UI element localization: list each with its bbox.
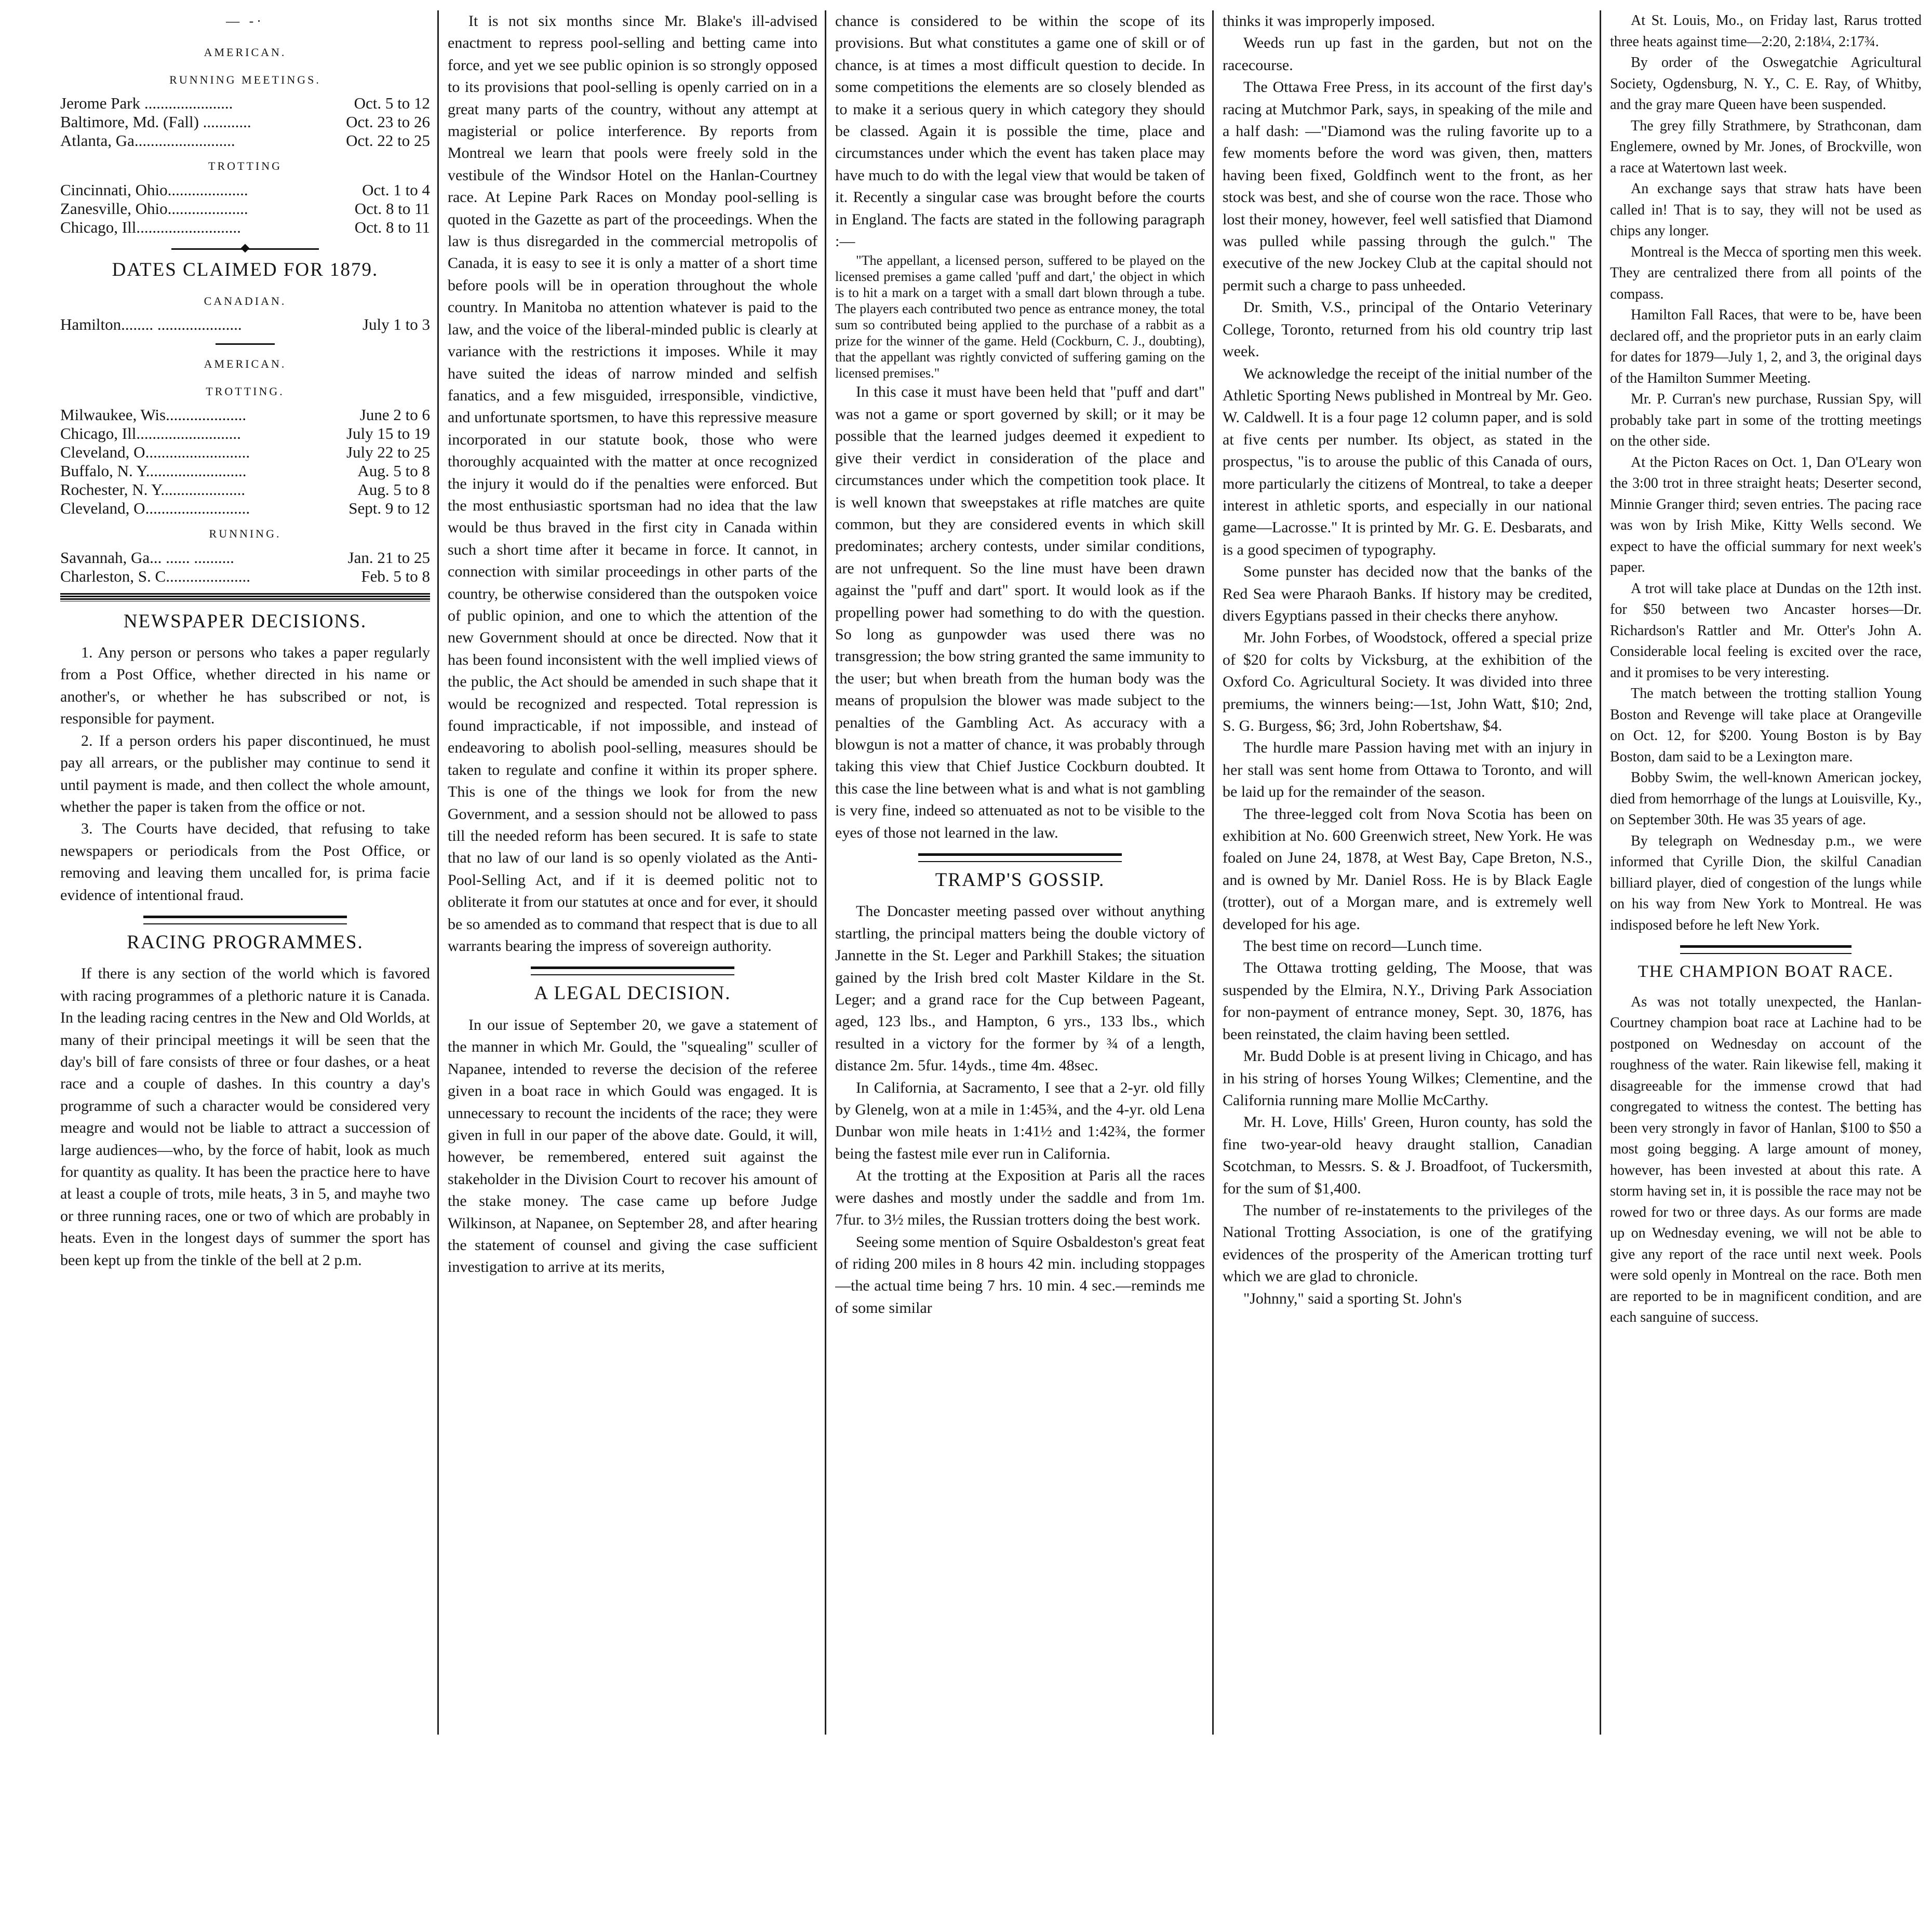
pool-selling-paragraph: It is not six months since Mr. Blake's ill-advised enactment to repress pool-selling and betting came into force, and yet we see public opinion is so strongly opposed to its provisions that pool-selling is openly carried on in a great many parts of the country, without any attempt at magisterial or police interference. By reports from Montreal we learn that pools were freely sold in the vestibule of the Windsor Hotel on the Hanlan-Courtney race. At Lepine Park Races on Monday pool-selling is quoted in the Gazette as part of the proceedings. When the law is thus disregarded in the commercial metropolis of Canada, it is easy to see it is only a matter of a short time before pools will be in operation throughout the whole country. In Manitoba no attention whatever is paid to the law, and the voice of the liberal-minded public is clearly at variance with the restrictions it imposes. While it may have suited the ideas of narrow minded and selfish fanatics, and a few misguided, irresponsible, vindictive, and unfortunate sportsmen, to have this repressive measure incorporated in our statute book, those who were thoroughly acquainted with the matter at once recognized the injury it would do if the penalties were enforced. But the most enthusiastic sportsman had no idea that the law would be thus braved in the first city in Canada within such a short time after it became in force. It cannot, in connection with similar proceedings in other parts of the country, be otherwise considered than the outspoken voice of public opinion, and one to which the attention of the new Government should at once be directed. Now that it has been found inconsistent with the well implied views of the public, the Act should be amended in such shape that it would be recognized and respected. Total repression is found impracticable, if not impossible, and instead of endeavoring to abolish pool-selling, measures should be taken to regulate and confine it within its proper sphere. This is one of the things we look for from the new Government, and a session should not be allowed to pass till the needed reform has been secured. It is safe to state that no law of our land is so openly violated as the Anti-Pool-Selling Act, and if it is deemed politic not to obliterate it from our statutes at once and for ever, it should be so amended as to command that respect that is due to all warrants bearing the impress of sovereign authority. xyxy=(448,12,817,955)
short-divider xyxy=(216,343,275,345)
news-item: Mr. H. Love, Hills' Green, Huron county, has sold the fine two-year-old heavy draught stallion, Canadian Scotchman, to Messrs. S. & J. Broadfoot, of Tuckersmith, for the sum of $1,400. xyxy=(1223,1113,1592,1197)
news-item: We acknowledge the receipt of the initial number of the Athletic Sporting News published in Montreal by Mr. Geo. W. Caldwell. It is a four page 12 column paper, and is sold at five cents per number. Its object, as stated in the prospectus, "is to arouse the public of this Canada of ours, more particularly the citizens of Montreal, to take a deeper interest in athletic sports, and especially in our national game—Lacrosse." It is printed by Mr. G. E. Desbarats, and is a good specimen of typography. xyxy=(1223,365,1592,558)
news-item: The match between the trotting stallion Young Boston and Revenge will take place at Orangeville on Oct. 12, for $200. Young Boston is by Bay Boston, dam said to be a Lexington mare. xyxy=(1610,686,1922,765)
champion-boat-race-title: THE CHAMPION BOAT RACE. xyxy=(1638,962,1894,981)
legal-decision-title: A LEGAL DECISION. xyxy=(534,983,731,1004)
claimed-running-list xyxy=(60,548,430,586)
gossip-paragraph: Seeing some mention of Squire Osbaldeston's great feat of riding 200 miles in 8 hours 42 min. including stoppages—the actual time being 7 hrs. 10 min. 4 sec.—reminds me of some similar xyxy=(835,1233,1205,1317)
column-5 xyxy=(1610,10,1922,1724)
date-line: Charleston, S. C..................... Feb. 5 to 8 xyxy=(60,567,430,585)
date-line: Rochester, N. Y..................... Aug. 5 to 8 xyxy=(60,480,430,499)
canadian-label: CANADIAN. xyxy=(204,294,287,308)
date-line: Milwaukee, Wis.................... June 2 to 6 xyxy=(60,406,430,424)
date-line: Jerome Park ...................... Oct. 5 to 12 xyxy=(60,94,430,113)
date-line: Hamilton........ ..................... July 1 to 3 xyxy=(60,315,430,334)
news-item: Dr. Smith, V.S., principal of the Ontario Veterinary College, Toronto, returned from his old country trip last week. xyxy=(1223,299,1592,360)
news-item: thinks it was improperly imposed. xyxy=(1223,12,1435,30)
news-item: Mr. P. Curran's new purchase, Russian Spy, will probably take part in some of the trotting meetings on the other side. xyxy=(1610,391,1922,449)
news-item: The grey filly Strathmere, by Strathconan, dam Englemere, owned by Mr. Jones, of Brockville, won a race at Watertown last week. xyxy=(1610,117,1922,176)
column-rule xyxy=(825,10,826,1735)
news-item: The best time on record—Lunch time. xyxy=(1243,937,1482,955)
news-item: By telegraph on Wednesday p.m., we were informed that Cyrille Dion, the skilful Canadian billiard player, died of congestion of the lungs while on his way from New York to Montreal. He was indisposed before he left New York. xyxy=(1610,832,1922,933)
gossip-paragraph: At the trotting at the Exposition at Paris all the races were dashes and mostly under the saddle and from 1m. 7fur. to 3½ miles, the Russian trotters doing the best work. xyxy=(835,1167,1205,1229)
news-item: "Johnny," said a sporting St. John's xyxy=(1243,1290,1462,1307)
double-rule xyxy=(143,916,347,924)
column-4 xyxy=(1223,10,1592,1724)
column-rule xyxy=(437,10,439,1735)
trotting-label: TROTTING. xyxy=(206,384,285,398)
news-item: The Ottawa Free Press, in its account of the first day's racing at Mutchmor Park, says, in speaking of the mile and a half dash: —"Diamond was the ruling favorite up to a few moments before the word was given, then, matters having been fixed, Goldfinch went to the front, as her stock was best, and she of course won the race. Those who lost their money, however, feel well satisfied that Diamond was pulled while passing through the gulch." The executive of the new Jockey Club at the capital should not permit such a charge to pass unheeded. xyxy=(1223,78,1592,294)
column-2 xyxy=(448,10,817,1724)
news-item: The hurdle mare Passion having met with an injury in her stall was sent home from Ottawa to Toronto, and will be laid up for the remainder of the season. xyxy=(1223,739,1592,801)
tramps-gossip-title: TRAMP'S GOSSIP. xyxy=(935,869,1105,891)
decision-paragraph: 1. Any person or persons who takes a paper regularly from a Post Office, whether directed in his name or another's, or whether he has subscribed or not, is responsible for payment. xyxy=(60,644,430,728)
legal-continued-paragraph: chance is considered to be within the scope of its provisions. But what constitutes a game one of skill or of chance, is at times a most difficult question to decide. In some competitions the elements are so closely blended as to make it a serious query in which category they should be classed. Again it is possible the time, place and circumstances under which the event has taken place may have much to do with the legal view that would be taken of it. Recently a singular case was brought before the courts in England. The facts are stated in the following paragraph :— xyxy=(835,12,1205,250)
ornament-divider xyxy=(171,248,319,250)
double-rule xyxy=(918,853,1122,862)
date-line: Zanesville, Ohio.................... Oct. 8 to 11 xyxy=(60,199,430,218)
news-item: Weeds run up fast in the garden, but not on the racecourse. xyxy=(1223,34,1592,74)
top-mark: — -· xyxy=(226,14,264,29)
running-meetings-label: RUNNING MEETINGS. xyxy=(169,73,321,86)
news-item: Mr. John Forbes, of Woodstock, offered a special prize of $20 for colts by Vicksburg, at the exhibition of the Oxford Co. Agricultural Society. It was divided into three premiums, the winners being:—1st, John Watt, $10; 2nd, S. G. Burgess, $6; 3rd, John Robertshaw, $4. xyxy=(1223,629,1592,734)
news-item: A trot will take place at Dundas on the 12th inst. for $50 between two Ancaster horses—Dr. Richardson's Rattler and Mr. Otter's John A. Considerable local feeling is excited over the race, and it promises to be very interesting. xyxy=(1610,580,1922,681)
news-item: Montreal is the Mecca of sporting men this week. They are centralized there from all points of the compass. xyxy=(1610,244,1922,302)
column-1 xyxy=(60,10,430,1724)
news-item: An exchange says that straw hats have been called in! That is to say, they will not be used as chips any longer. xyxy=(1610,181,1922,239)
date-line: Chicago, Ill.......................... July 15 to 19 xyxy=(60,424,430,443)
running-label: RUNNING. xyxy=(209,527,281,541)
double-rule xyxy=(1680,945,1852,954)
gossip-paragraph: The Doncaster meeting passed over without anything startling, the principal matters being the double victory of Jannette in the St. Leger and Parkhill Stakes; the situation gained by the Irish bred colt Master Kildare in the St. Leger; and a grand race for the Cup between Pageant, aged, 123 lbs., and Hampton, 6 yrs., 133 lbs., which resulted in a victory for the former by ¾ of a length, distance 2m. 5fur. 14yds., time 4m. 48sec. xyxy=(835,903,1205,1075)
news-item: By order of the Oswegatchie Agricultural Society, Ogdensburg, N. Y., C. E. Ray, of Whitby, and the gray mare Queen have been suspended. xyxy=(1610,55,1922,113)
court-quote: "The appellant, a licensed person, suffered to be played on the licensed premises a game called 'puff and dart,' the object in which is to hit a mark on a target with a small dart blown through a tube. The players each contributed two pence as entrance money, the total sum so contributed being applied to the purchase of a rabbit as a prize for the winner of the game. Held (Cockburn, C. J., doubting), that the appellant was rightly convicted of suffering gaming on the licensed premises." xyxy=(835,253,1205,381)
dates-claimed-title: DATES CLAIMED FOR 1879. xyxy=(112,259,379,280)
news-item: Some punster has decided now that the banks of the Red Sea were Pharaoh Banks. If history may be credited, divers Egyptians passed in their checks there anyhow. xyxy=(1223,563,1592,624)
double-rule xyxy=(531,966,734,975)
news-item: Hamilton Fall Races, that were to be, have been declared off, and the proprietor puts in an early claim for dates for 1879—July 1, 2, and 3, the original days of the Hamilton Summer Meeting. xyxy=(1610,307,1922,386)
news-item: At St. Louis, Mo., on Friday last, Rarus trotted three heats against time—2:20, 2:18¼, 2:17¾. xyxy=(1610,12,1922,50)
news-item: The number of re-instatements to the privileges of the National Trotting Association, is one of the gratifying evidences of the prosperity of the American trotting turf which we are glad to chronicle. xyxy=(1223,1201,1592,1285)
news-item: Mr. Budd Doble is at present living in Chicago, and has in his string of horses Young Wilkes; Clementine, and the California running mare Mollie McCarthy. xyxy=(1223,1047,1592,1109)
running-list xyxy=(60,94,430,150)
column-3 xyxy=(835,10,1205,1724)
date-line: Atlanta, Ga......................... Oct. 22 to 25 xyxy=(60,131,430,150)
legal-conclusion-paragraph: In this case it must have been held that "puff and dart" was not a game or sport governed by skill; or it may be possible that the learned judges deemed it expedient to give their verdict in consideration of the place and circumstances under which the competition took place. It is well known that sweepstakes at rifle matches are quite common, but they are considered events in which skill predominates; archery contests, under similar conditions, are not unfrequent. So the line must have been drawn against the "puff and dart" sport. It would look as if the propelling power had something to do with the question. So long as gunpowder was used there was no transgression; the bow string granted the same immunity to the user; but when breath from the human body was the means of propulsion the blower was made subject to the penalties of the Gambling Act. As accuracy with a blowgun is not a matter of chance, it was probably through taking this view that Chief Justice Cockburn doubted. It this case the line between what is and what is not gambling is very fine, indeed so attenuated as not to be visible to the eyes of those not learned in the law. xyxy=(835,383,1205,841)
thick-rule xyxy=(60,593,430,601)
legal-decision-paragraph: In our issue of September 20, we gave a statement of the manner in which Mr. Gould, the "squealing" sculler of Napanee, intended to reverse the decision of the referee given in a boat race in which Gould was engaged. It is unnecessary to recount the incidents of the race; they were given in full in our paper of the above date. Gould, it will, however, be remembered, entered suit against the stakeholder in the Division Court to recover his amount of the stake money. The case came up before Judge Wilkinson, at Napanee, on September 28, and after hearing the statement of counsel and giving the case sufficient investigation to arrive at its merits, xyxy=(448,1016,817,1276)
news-item: The three-legged colt from Nova Scotia has been on exhibition at No. 600 Greenwich street, New York. He was foaled on June 24, 1878, at West Bay, Cape Breton, N.S., and is owned by Mr. Daniel Ross. He is by Black Eagle (trotter), out of a Morgan mare, and is extremely well developed for his age. xyxy=(1223,805,1592,933)
date-line: Cincinnati, Ohio.................... Oct. 1 to 4 xyxy=(60,180,430,199)
trotting-list xyxy=(60,181,430,237)
boat-race-paragraph: As was not totally unexpected, the Hanlan-Courtney champion boat race at Lachine had to be postponed on Wednesday on account of the roughness of the water. Rain likewise fell, making it disagreeable for the immense crowd that had congregated to witness the contest. The betting has been very strongly in favor of Hanlan, $100 to $50 a most going begging. A large amount of money, however, has been invested at about this rate. A storm having set in, it is possible the race may not be rowed for two or three days. As our forms are made up on Wednesday evening, we will not be able to give any report of the race until next week. Pools were sold openly in Montreal on the race. Both men are reported to be in magnificent condition, and are each sanguine of success. xyxy=(1610,993,1922,1325)
date-line: Baltimore, Md. (Fall) ............ Oct. 23 to 26 xyxy=(60,113,430,131)
column-rule xyxy=(1212,10,1214,1735)
claimed-trotting-list xyxy=(60,406,430,518)
date-line: Buffalo, N. Y......................... Aug. 5 to 8 xyxy=(60,462,430,480)
american-label: AMERICAN. xyxy=(204,357,287,371)
news-item: At the Picton Races on Oct. 1, Dan O'Leary won the 3:00 trot in three straight heats; Deserter second, Minnie Granger third; seven entries. The pacing race was won by Irish Mike, Kitty Wells second. We expect to have the official summary for next week's paper. xyxy=(1610,454,1922,575)
newspaper-decisions-title: NEWSPAPER DECISIONS. xyxy=(123,610,367,632)
date-line: Savannah, Ga... ...... .......... Jan. 21 to 25 xyxy=(60,548,430,567)
racing-programmes-title: RACING PROGRAMMES. xyxy=(127,931,364,953)
column-rule xyxy=(1600,10,1601,1735)
american-label: AMERICAN. xyxy=(204,46,287,59)
decision-paragraph: 2. If a person orders his paper discontinued, he must pay all arrears, or the publisher may continue to send it until payment is made, and then collect the whole amount, whether the paper is taken from the office or not. xyxy=(60,732,430,815)
date-line: Chicago, Ill.......................... Oct. 8 to 11 xyxy=(60,218,430,236)
programmes-paragraph: If there is any section of the world which is favored with racing programmes of a plethoric nature it is Canada. In the leading racing centres in the New and Old Worlds, at many of their principal meetings it will be seen that the day's bill of fare consists of three or four dashes, or a heat race and a couple of dashes. In this country a day's programme of such a character would be considered very meagre and would not be liable to attract a succession of large audiences—who, by the force of habit, look as much for quantity as quality. It has been the practice here to have at least a couple of trots, mile heats, 3 in 5, and mayhe two or three running races, one or two of which are probably in heats. Even in the longest days of summer the sport has been kept up from the tinkle of the bell at 2 p.m. xyxy=(60,965,430,1269)
news-item: The Ottawa trotting gelding, The Moose, that was suspended by the Elmira, N.Y., Driving Park Association for non-payment of entrance money, Sept. 30, 1876, has been reinstated, the claim having been settled. xyxy=(1223,959,1592,1043)
news-item: Bobby Swim, the well-known American jockey, died from hemorrhage of the lungs at Louisville, Ky., on September 30th. He was 35 years of age. xyxy=(1610,770,1922,828)
decision-paragraph: 3. The Courts have decided, that refusing to take newspapers or periodicals from the Post Office, or removing and leaving them uncalled for, is prima facie evidence of intentional fraud. xyxy=(60,820,430,904)
gossip-paragraph: In California, at Sacramento, I see that a 2-yr. old filly by Glenelg, won at a mile in 1:45¾, and the 4-yr. old Lena Dunbar won mile heats in 1:41½ and 1:42¾, the former being the fastest mile ever run in California. xyxy=(835,1079,1205,1162)
date-line: Cleveland, O.......................... Sept. 9 to 12 xyxy=(60,499,430,518)
trotting-label: TROTTING xyxy=(208,159,282,173)
date-line: Cleveland, O.......................... July 22 to 25 xyxy=(60,443,430,462)
